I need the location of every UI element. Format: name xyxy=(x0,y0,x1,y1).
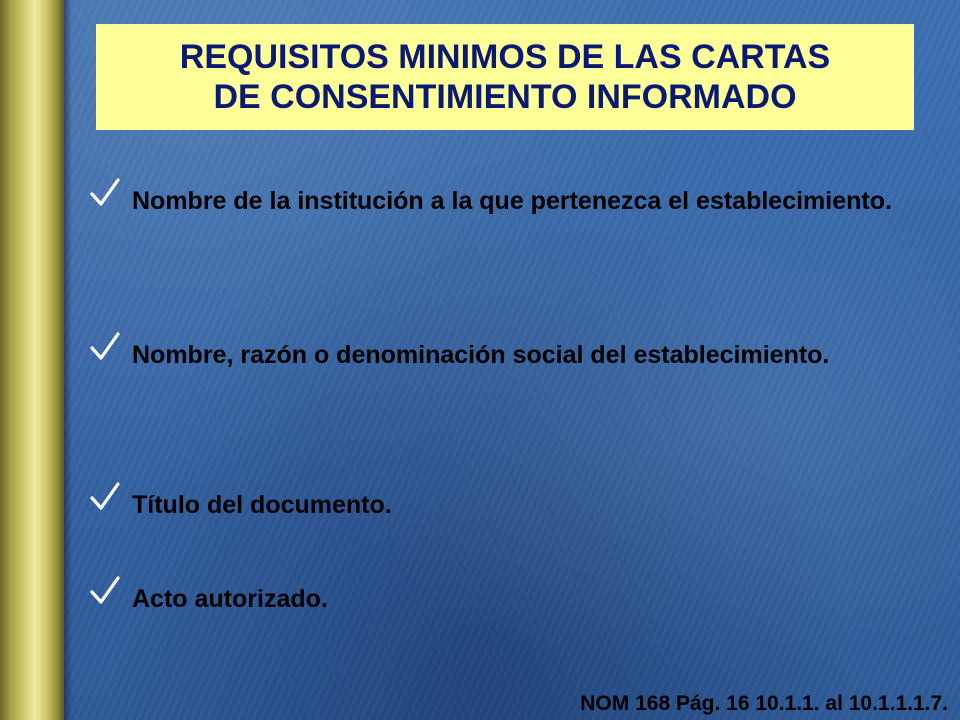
title-box xyxy=(96,24,914,130)
footer-reference: NOM 168 Pág. 16 10.1.1. al 10.1.1.1.7. xyxy=(580,692,948,715)
checkmark-icon xyxy=(88,574,122,608)
list-item-text: Acto autorizado. xyxy=(132,585,328,613)
list-item-text: Nombre, razón o denominación social del establecimiento. xyxy=(132,341,830,369)
checkmark-icon xyxy=(88,330,122,364)
list-item-text: Nombre de la institución a la que pertenezca el establecimiento. xyxy=(132,187,892,215)
title-line-2: DE CONSENTIMIENTO INFORMADO xyxy=(213,78,797,116)
title-line-1: REQUISITOS MINIMOS DE LAS CARTAS xyxy=(179,38,831,76)
checkmark-icon xyxy=(88,480,122,514)
list-item-text: Título del documento. xyxy=(132,491,392,519)
decorative-side-bar xyxy=(0,0,64,720)
checkmark-icon xyxy=(88,176,122,210)
side-bar-shadow xyxy=(64,0,72,720)
